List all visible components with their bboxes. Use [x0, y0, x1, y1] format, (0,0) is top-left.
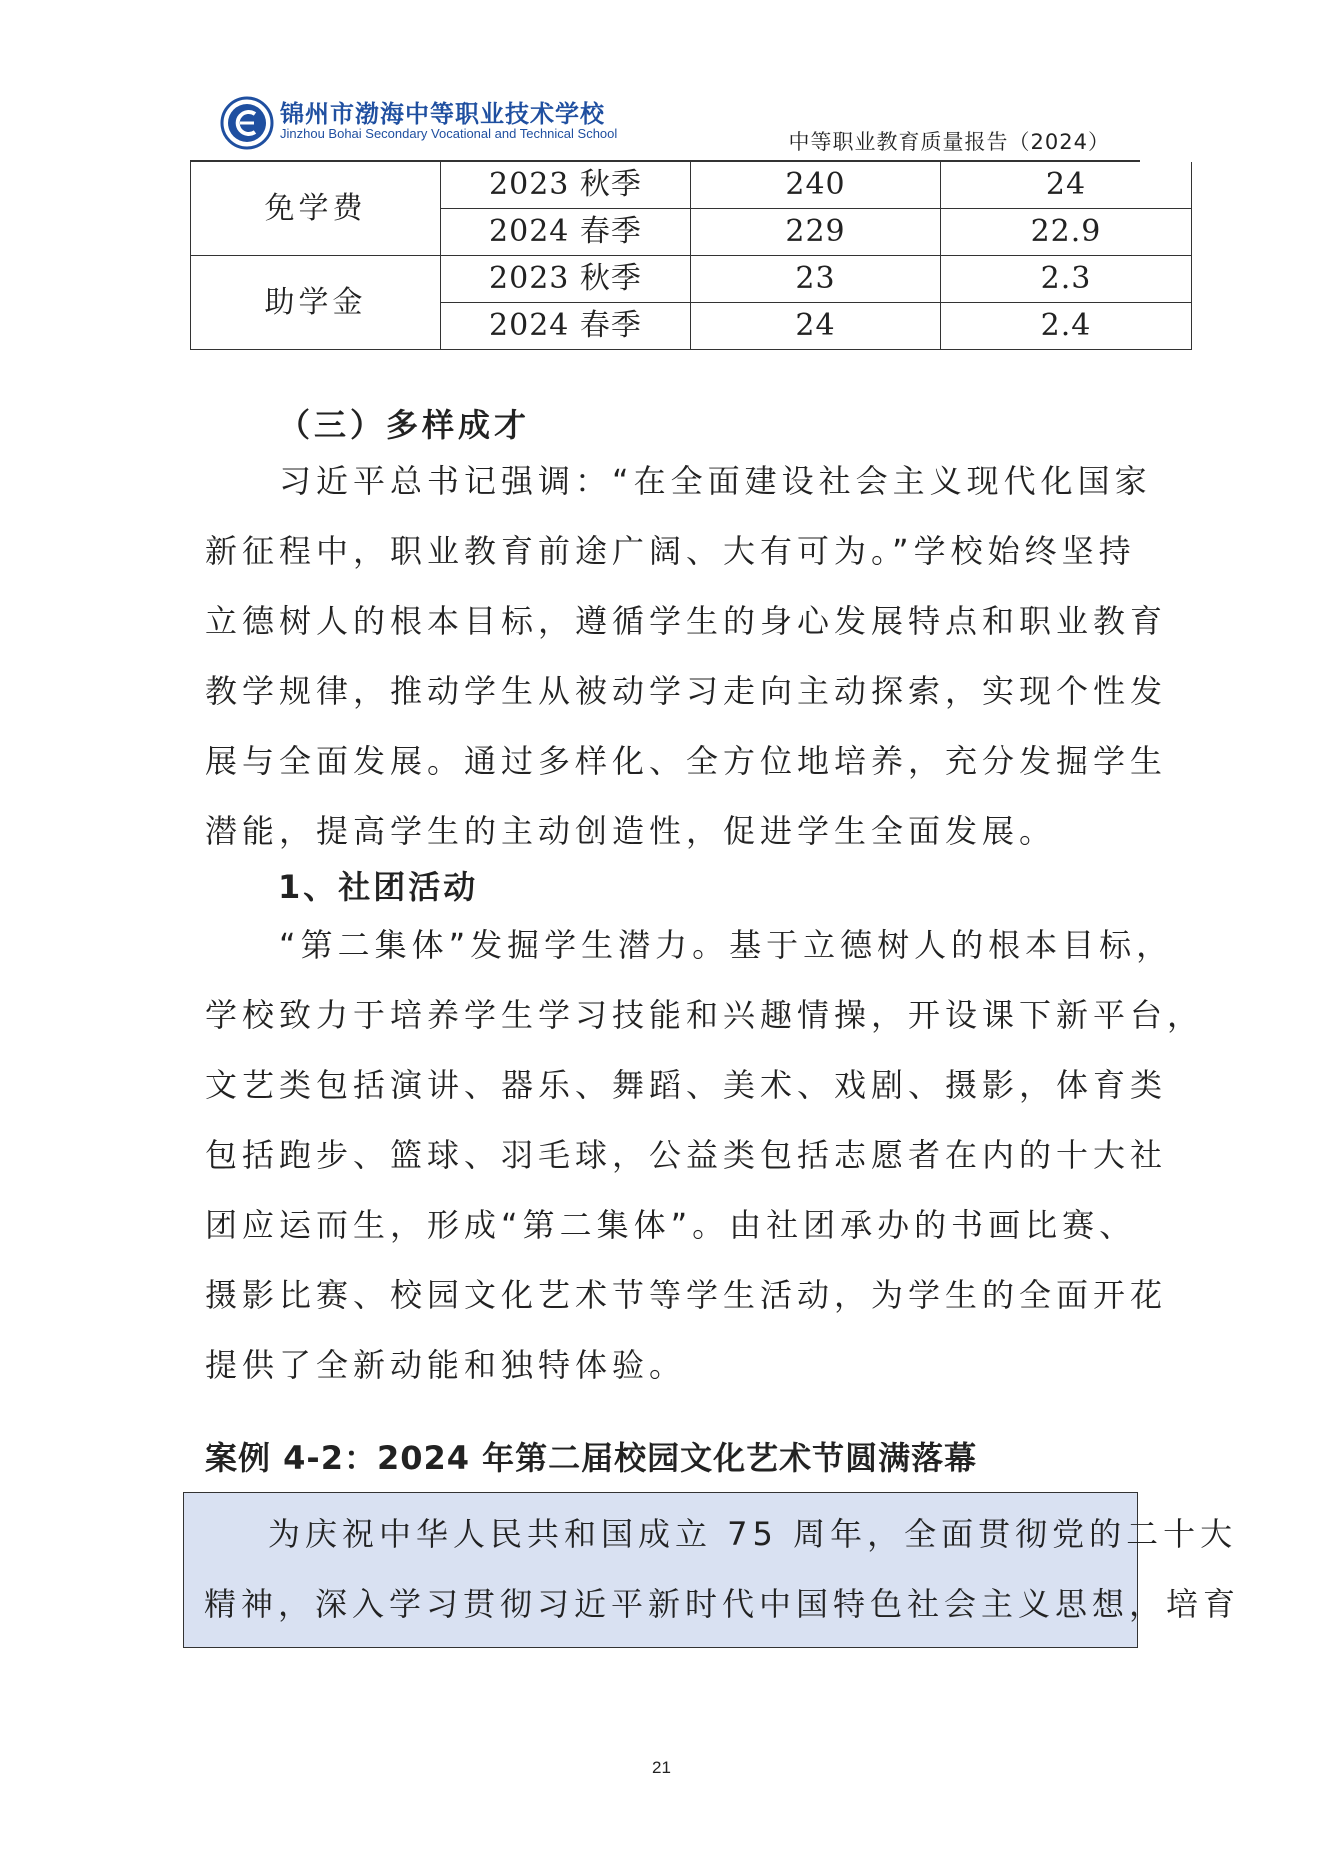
table-amount-cell: 2.4: [941, 303, 1192, 350]
paragraph-line: 潜能，提高学生的主动创造性，促进学生全面发展。: [205, 812, 1057, 850]
table-amount-cell: 2.3: [941, 256, 1192, 303]
table-term-cell: 2023 秋季: [441, 162, 691, 209]
paragraph-line: 新征程中，职业教育前途广阔、大有可为。”学校始终坚持: [205, 532, 1136, 570]
paragraph-line: 展与全面发展。通过多样化、全方位地培养，充分发掘学生: [205, 742, 1168, 780]
report-title: 中等职业教育质量报告（2024）: [788, 130, 1110, 154]
page-number: 21: [652, 1758, 671, 1777]
school-name-cn: 锦州市渤海中等职业技术学校: [280, 100, 605, 128]
table-count-cell: 23: [691, 256, 941, 303]
table-category-cell: 免学费: [191, 162, 441, 256]
table-count-cell: 24: [691, 303, 941, 350]
paragraph-line: 教学规律，推动学生从被动学习走向主动探索，实现个性发: [205, 672, 1168, 710]
section-paragraph: [205, 446, 1168, 866]
section-heading: （三）多样成才: [278, 406, 531, 444]
table-row: [191, 162, 1192, 209]
table-category-cell: 助学金: [191, 256, 441, 350]
case-box: [183, 1492, 1241, 1648]
paragraph-line: 提供了全新动能和独特体验。: [205, 1346, 687, 1384]
paragraph-line: 摄影比赛、校园文化艺术节等学生活动，为学生的全面开花: [205, 1276, 1168, 1314]
table-term-cell: 2024 春季: [441, 303, 691, 350]
table-term-cell: 2024 春季: [441, 209, 691, 256]
table-amount-cell: 22.9: [941, 209, 1192, 256]
school-emblem-icon: [220, 96, 274, 150]
school-name-en: Jinzhou Bohai Secondary Vocational and Technical School: [280, 126, 618, 141]
financial-aid-table: [190, 162, 1192, 350]
case-title: 案例 4-2：2024 年第二届校园文化艺术节圆满落幕: [205, 1439, 978, 1477]
table-term-cell: 2023 秋季: [441, 256, 691, 303]
paragraph-line: 立德树人的根本目标，遵循学生的身心发展特点和职业教育: [205, 602, 1168, 640]
paragraph-line: 团应运而生，形成“第二集体”。由社团承办的书画比赛、: [205, 1206, 1137, 1244]
table-amount-cell: 24: [941, 162, 1192, 209]
subsection-heading: 1、社团活动: [278, 868, 479, 906]
paragraph-line: 为庆祝中华人民共和国成立 75 周年，全面贯彻党的二十大: [268, 1515, 1238, 1553]
paragraph-line: 学校致力于培养学生学习技能和兴趣情操，开设课下新平台，: [205, 996, 1205, 1034]
page-header: [190, 92, 1140, 160]
paragraph-line: “第二集体”发掘学生潜力。基于立德树人的根本目标，: [279, 926, 1174, 964]
paragraph-line: 精神，深入学习贯彻习近平新时代中国特色社会主义思想，培育: [204, 1585, 1241, 1623]
table-row: [191, 256, 1192, 303]
table-count-cell: 240: [691, 162, 941, 209]
case-paragraph: [204, 1499, 1241, 1639]
paragraph-line: 习近平总书记强调：“在全面建设社会主义现代化国家: [279, 462, 1152, 500]
table-count-cell: 229: [691, 209, 941, 256]
club-activities-paragraph: [205, 910, 1205, 1400]
paragraph-line: 文艺类包括演讲、器乐、舞蹈、美术、戏剧、摄影，体育类: [205, 1066, 1168, 1104]
paragraph-line: 包括跑步、篮球、羽毛球，公益类包括志愿者在内的十大社: [205, 1136, 1168, 1174]
